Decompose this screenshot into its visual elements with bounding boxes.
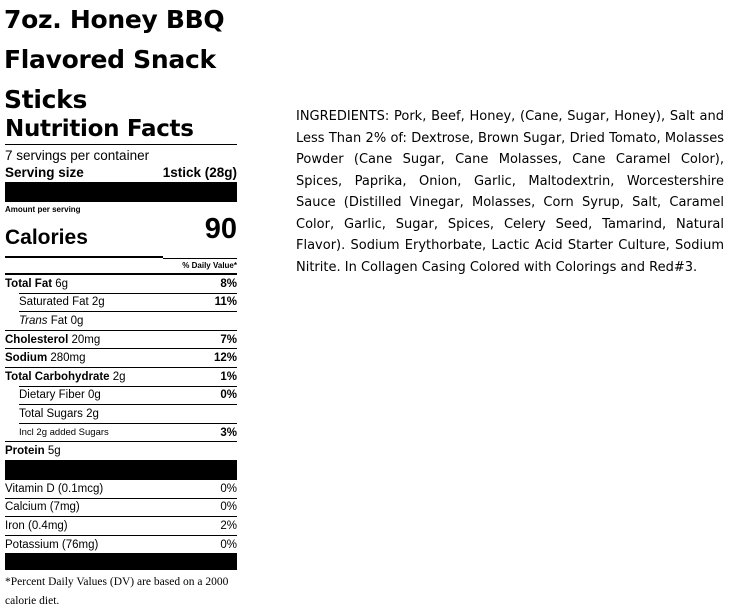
- nutrient-name-italic: Trans: [19, 314, 48, 327]
- nutrient-amount: 0g: [70, 314, 84, 327]
- nutrient-name: Fat: [50, 314, 68, 327]
- nutrition-facts-panel: [5, 114, 237, 611]
- nutrient-row-saturated-fat: [19, 293, 237, 312]
- vitamin-row-iron: [5, 516, 237, 535]
- nutrient-name: Sodium: [5, 352, 48, 365]
- vitamin-name: Calcium (7mg): [5, 501, 80, 514]
- nutrient-amount: 5g: [47, 445, 61, 458]
- nutrient-dv: 8%: [220, 277, 237, 290]
- vitamin-row-vitamin-d: [5, 480, 237, 498]
- nutrient-name: Total Sugars: [19, 407, 83, 420]
- daily-value-header: % Daily Value*: [163, 258, 237, 273]
- nutrient-row-total-fat: [5, 273, 237, 293]
- nutrient-amount: 0g: [88, 389, 101, 402]
- nutrient-name: Dietary Fiber: [19, 389, 85, 402]
- calories-value: 90: [204, 213, 237, 245]
- thick-divider: [5, 460, 237, 480]
- nutrient-name: Cholesterol: [5, 333, 69, 346]
- ingredients-text: INGREDIENTS: Pork, Beef, Honey, (Cane, Sugar, Honey), Salt and Less Than 2% of: Dextrose, Brown Sugar, Dried Tomato, Molasses Powder (Cane Sugar, Cane Molasses, Cane Caramel Color), Spices, Paprika, Onion, Garlic, Maltodextrin, Worcestershire Sauce (Distilled Vinegar, Molasses, Corn Syrup, Salt, Caramel Color, Garlic, Sugar, Spices, Celery Seed, Tamarind, Natural Flavor). Sodium Erythorbate, Lactic Acid Starter Culture, Sodium Nitrite. In Collagen Casing Colored with Colorings and Red#3.: [296, 109, 724, 275]
- vitamin-dv: 0%: [220, 538, 237, 551]
- nutrient-dv: 11%: [214, 296, 237, 309]
- nutrient-name: Incl 2g added Sugars: [19, 427, 109, 439]
- calories-row: [5, 215, 237, 258]
- vitamin-row-potassium: [5, 535, 237, 554]
- nutrient-name: Total Carbohydrate: [5, 370, 110, 383]
- calories-divider: [5, 256, 163, 258]
- nutrient-dv: 3%: [220, 426, 237, 439]
- nutrient-amount: 2g: [91, 296, 105, 309]
- serving-size-label: Serving size: [5, 165, 84, 180]
- vitamin-dv: 0%: [220, 501, 237, 514]
- thick-divider: [5, 182, 237, 202]
- nutrient-row-added-sugars: [19, 423, 237, 442]
- vitamin-row-calcium: [5, 498, 237, 517]
- vitamin-dv: 0%: [220, 482, 237, 495]
- amount-per-serving: Amount per serving: [5, 205, 81, 214]
- nutrition-facts-heading: Nutrition Facts: [5, 116, 194, 142]
- nutrient-row-sodium: [5, 348, 237, 367]
- vitamin-name: Vitamin D (0.1mcg): [5, 482, 104, 495]
- nutrient-dv: 0%: [220, 389, 237, 402]
- calories-label: Calories: [5, 226, 88, 249]
- nutrient-dv: 1%: [220, 370, 237, 383]
- thick-divider: [5, 553, 237, 570]
- product-title: 7oz. Honey BBQ Flavored Snack Sticks: [4, 5, 225, 114]
- nutrient-dv: 7%: [220, 333, 237, 346]
- nutrient-name: Protein: [5, 445, 45, 458]
- nutrient-amount: 280mg: [50, 352, 86, 365]
- serving-size-row: [5, 164, 237, 182]
- nutrient-row-dietary-fiber: [19, 386, 237, 405]
- servings-per-container: 7 servings per container: [5, 148, 150, 163]
- nutrient-row-total-sugars: [19, 404, 237, 423]
- nutrient-dv: 12%: [213, 352, 237, 365]
- nutrient-amount: 2g: [112, 370, 126, 383]
- nutrient-name: Saturated Fat: [19, 296, 89, 309]
- divider: [5, 144, 237, 145]
- nutrient-amount: 20mg: [71, 333, 101, 346]
- daily-value-footnote: *Percent Daily Values (DV) are based on a 2000 calorie diet.: [5, 576, 229, 608]
- serving-size-value: 1stick (28g): [162, 165, 237, 180]
- vitamin-name: Potassium (76mg): [5, 538, 99, 551]
- nutrient-row-total-carbohydrate: [5, 367, 237, 386]
- nutrient-amount: 2g: [86, 407, 99, 420]
- nutrient-row-protein: [5, 441, 237, 460]
- vitamin-name: Iron (0.4mg): [5, 519, 68, 532]
- vitamin-dv: 2%: [220, 519, 237, 532]
- nutrient-amount: 6g: [55, 277, 69, 290]
- nutrient-row-cholesterol: [5, 330, 237, 349]
- nutrient-row-trans-fat: [19, 311, 237, 330]
- nutrient-name: Total Fat: [5, 277, 53, 290]
